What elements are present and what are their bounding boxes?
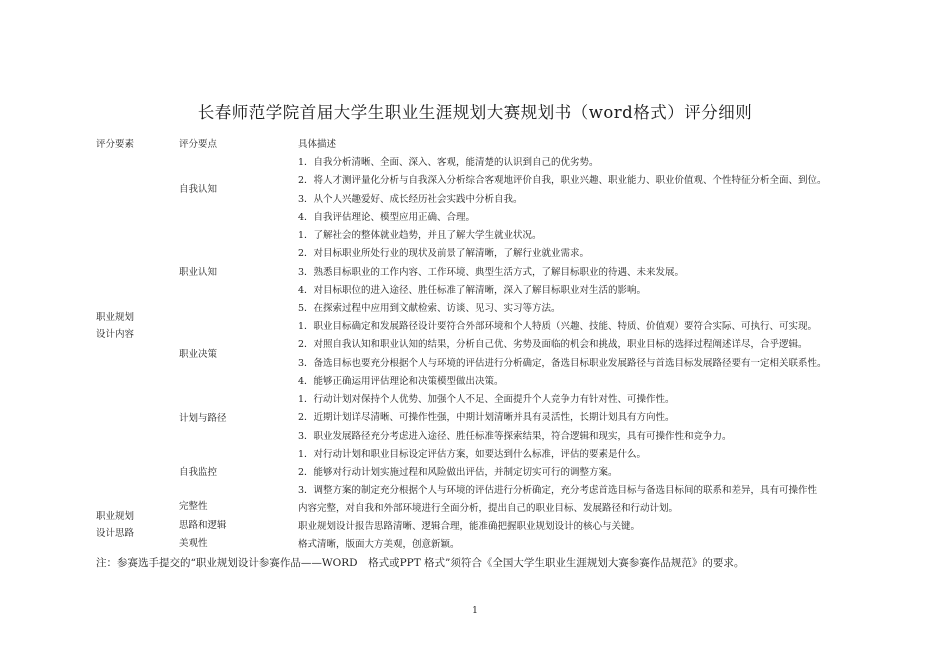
element-approach-line1: 职业规划	[96, 511, 135, 522]
description-line: 1．对行动计划和职业目标设定评估方案，如要达到什么标准，评估的要素是什么。	[298, 449, 647, 460]
header-description: 具体描述	[298, 139, 337, 150]
point-self-awareness: 自我认知	[179, 184, 218, 195]
description-line: 3．备选目标也要充分根据个人与环境的评估进行分析确定，备选目标职业发展路径与首选目标发展路径要有一定相关联系性。	[298, 358, 827, 369]
point-plan-path: 计划与路径	[179, 413, 227, 424]
point-completeness: 完整性	[179, 501, 208, 512]
footnote: 注：参赛选手提交的“职业规划设计参赛作品——WORD 格式或PPT 格式”须符合《全国大学生职业生涯规划大赛参赛作品规范》的要求。	[96, 557, 745, 569]
description-line: 2．近期计划详尽清晰、可操作性强，中期计划清晰并具有灵活性，长期计划具有方向性。	[298, 412, 675, 423]
element-approach-label	[96, 508, 134, 542]
description-line: 3．调整方案的制定充分根据个人与环境的评估进行分析确定，充分考虑首选目标与备选目标间的联系和差异，具有可操作性	[298, 485, 818, 496]
description-line: 3．熟悉目标职业的工作内容、工作环境、典型生活方式，了解目标职业的待遇、未来发展。	[298, 267, 685, 278]
description-line: 4．对目标职位的进入途径、胜任标准了解清晰，深入了解目标职业对生活的影响。	[298, 285, 647, 296]
point-aesthetics: 美观性	[179, 538, 208, 549]
point-logic: 思路和逻辑	[179, 520, 227, 531]
element-content-line1: 职业规划	[96, 312, 135, 323]
description-line: 格式清晰，版面大方美观，创意新颖。	[298, 539, 460, 550]
point-self-monitoring: 自我监控	[179, 467, 218, 478]
point-career-decision: 职业决策	[179, 349, 218, 360]
description-line: 4．自我评估理论、模型应用正确、合理。	[298, 212, 476, 223]
description-line: 5．在探索过程中应用到文献检索、访谈、见习、实习等方法。	[298, 303, 561, 314]
point-career-awareness: 职业认知	[179, 267, 218, 278]
description-line: 1．了解社会的整体就业趋势，并且了解大学生就业状况。	[298, 230, 542, 241]
description-line: 1．自我分析清晰、全面、深入、客观，能清楚的认识到自己的优劣势。	[298, 157, 599, 168]
description-line: 1．职业目标确定和发展路径设计要符合外部环境和个人特质（兴趣、技能、特质、价值观）要符合实际、可执行、可实现。	[298, 321, 818, 332]
document-title: 长春师范学院首届大学生职业生涯规划大赛规划书（word格式）评分细则	[197, 103, 753, 122]
header-point: 评分要点	[179, 139, 218, 150]
header-element: 评分要素	[96, 139, 135, 150]
description-line: 3．从个人兴趣爱好、成长经历社会实践中分析自我。	[298, 194, 523, 205]
description-line: 职业规划设计报告思路清晰、逻辑合理，能准确把握职业规划设计的核心与关键。	[298, 521, 641, 532]
description-line: 2．对照自我认知和职业认知的结果，分析自己优、劣势及面临的机会和挑战，职业目标的选择过程阐述详尽，合乎逻辑。	[298, 339, 808, 350]
element-content-label	[96, 309, 134, 343]
description-line: 1．行动计划对保持个人优势、加强个人不足、全面提升个人竞争力有针对性、可操作性。	[298, 394, 675, 405]
description-line: 3．职业发展路径充分考虑进入途径、胜任标准等探索结果，符合逻辑和现实，具有可操作性和竞争力。	[298, 431, 732, 442]
description-line: 2．将人才测评量化分析与自我深入分析综合客观地评价自我，职业兴趣、职业能力、职业价值观、个性特征分析全面、到位。	[298, 175, 827, 186]
description-line: 4．能够正确运用评估理论和决策模型做出决策。	[298, 376, 504, 387]
element-approach-line2: 设计思路	[96, 528, 135, 539]
element-content-line2: 设计内容	[96, 329, 135, 340]
description-line: 2．对目标职业所处行业的现状及前景了解清晰，了解行业就业需求。	[298, 248, 590, 259]
description-line: 2．能够对行动计划实施过程和风险做出评估，并制定切实可行的调整方案。	[298, 467, 618, 478]
description-line: 内容完整，对自我和外部环境进行全面分析，提出自己的职业目标、发展路径和行动计划。	[298, 503, 679, 514]
page-number: 1	[472, 606, 478, 616]
